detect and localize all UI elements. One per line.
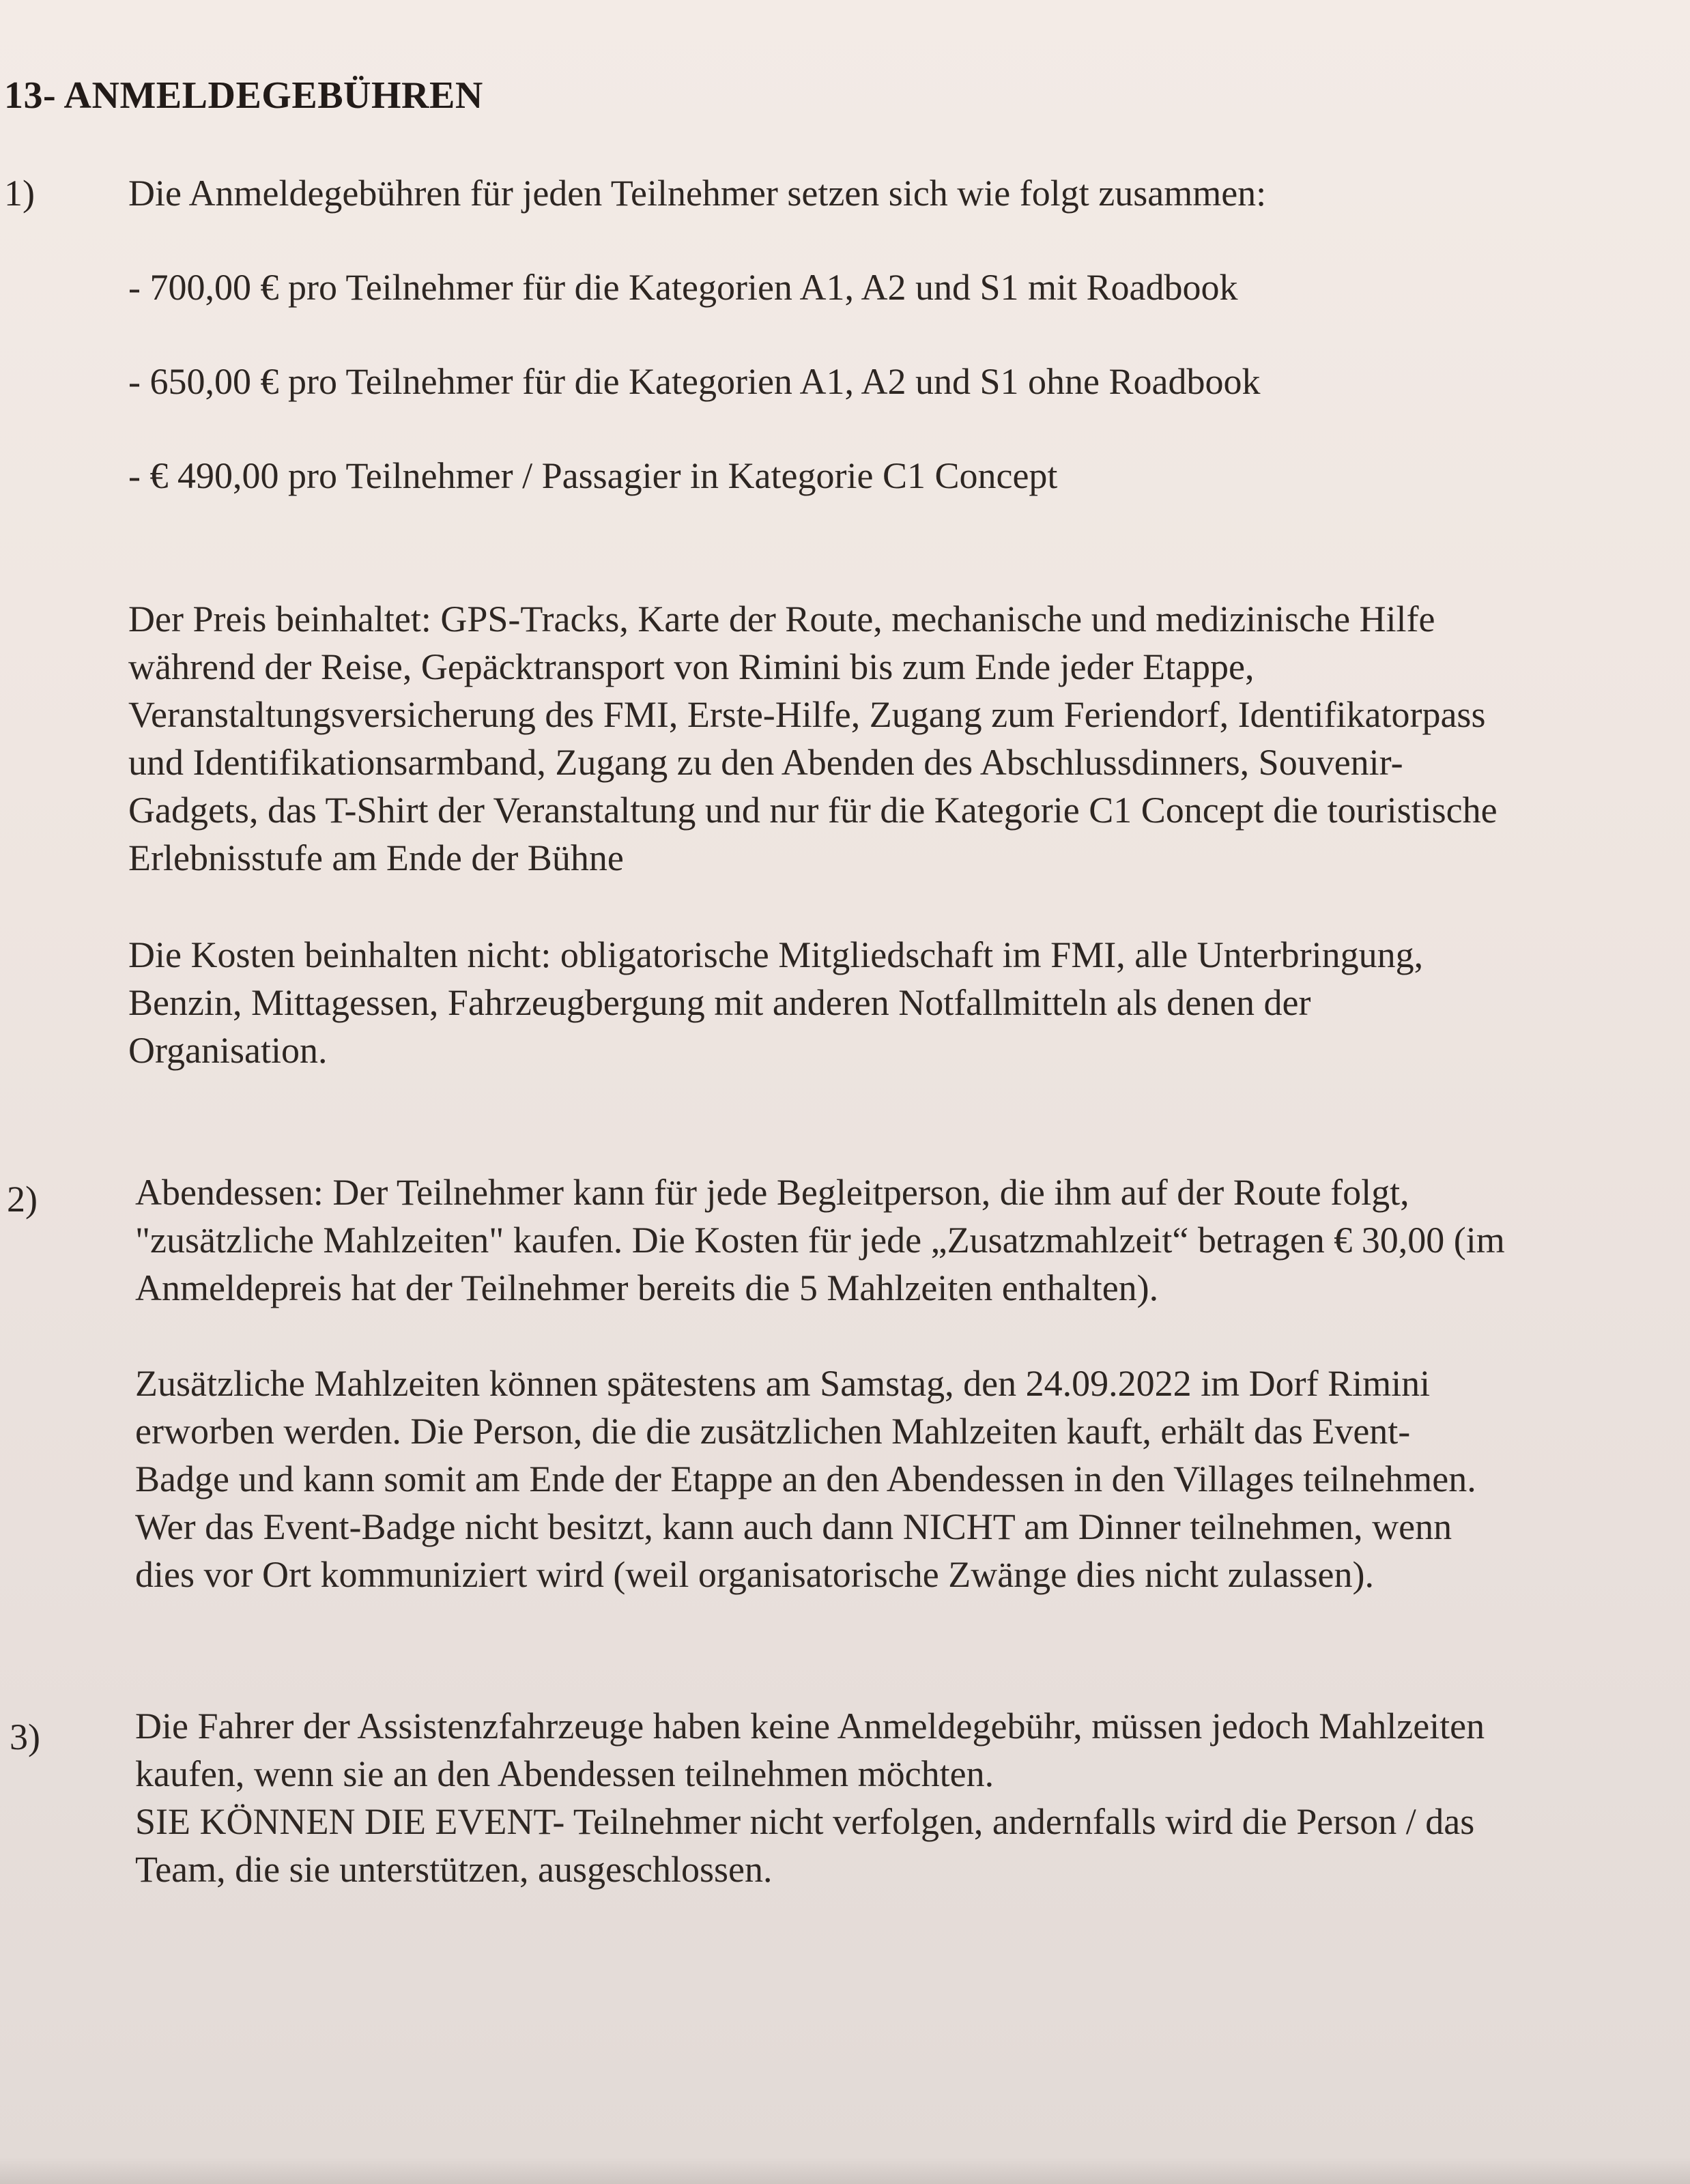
paragraph-line: SIE KÖNNEN DIE EVENT- Teilnehmer nicht verfolgen, andernfalls wird die Person / das [135,1801,1475,1842]
fee-item: - 650,00 € pro Teilnehmer für die Kategorien A1, A2 und S1 ohne Roadbook [128,361,1261,402]
dinner-paragraph [135,1168,1505,1312]
paragraph-line: "zusätzliche Mahlzeiten" kaufen. Die Kosten für jede „Zusatzmahlzeit“ betragen € 30,00 (im [135,1220,1505,1261]
paragraph-line: Zusätzliche Mahlzeiten können spätestens am Samstag, den 24.09.2022 im Dorf Rimini [135,1363,1431,1404]
section-3-number: 3) [10,1716,40,1757]
paragraph-line: Abendessen: Der Teilnehmer kann für jede Begleitperson, die ihm auf der Route folgt, [135,1172,1409,1213]
fee-item: - € 490,00 pro Teilnehmer / Passagier in Kategorie C1 Concept [128,455,1058,496]
paragraph-line: Wer das Event-Badge nicht besitzt, kann auch dann NICHT am Dinner teilnehmen, wenn [135,1506,1452,1547]
paragraph-line: erworben werden. Die Person, die die zusätzlichen Mahlzeiten kauft, erhält das Event- [135,1411,1411,1452]
price-excludes-paragraph [128,931,1423,1074]
paragraph-line: Team, die sie unterstützen, ausgeschlossen. [135,1849,773,1890]
paragraph-line: Organisation. [128,1030,328,1071]
paragraph-line: Gadgets, das T-Shirt der Veranstaltung und nur für die Kategorie C1 Concept die touristische [128,790,1498,831]
paragraph-line: während der Reise, Gepäcktransport von Rimini bis zum Ende jeder Etappe, [128,646,1255,687]
section-1-intro: Die Anmeldegebühren für jeden Teilnehmer setzen sich wie folgt zusammen: [128,173,1267,214]
paragraph-line: Die Kosten beinhalten nicht: obligatorische Mitgliedschaft im FMI, alle Unterbringung, [128,934,1424,975]
paragraph-line: dies vor Ort kommuniziert wird (weil organisatorische Zwänge dies nicht zulassen). [135,1554,1375,1595]
price-includes-paragraph [128,595,1498,882]
assistance-drivers-paragraph [135,1702,1485,1893]
paragraph-line: Badge und kann somit am Ende der Etappe an den Abendessen in den Villages teilnehmen. [135,1459,1476,1499]
paragraph-line: und Identifikationsarmband, Zugang zu den Abenden des Abschlussdinners, Souvenir- [128,742,1403,783]
section-1-number: 1) [4,173,35,214]
paragraph-line: Anmeldepreis hat der Teilnehmer bereits die 5 Mahlzeiten enthalten). [135,1267,1159,1308]
section-2-number: 2) [7,1179,38,1220]
fee-item: - 700,00 € pro Teilnehmer für die Kategorien A1, A2 und S1 mit Roadbook [128,267,1238,308]
paragraph-line: Der Preis beinhaltet: GPS-Tracks, Karte der Route, mechanische und medizinische Hilfe [128,599,1435,640]
paragraph-line: Veranstaltungsversicherung des FMI, Erste-Hilfe, Zugang zum Feriendorf, Identifikatorpass [128,694,1486,735]
paragraph-line: Die Fahrer der Assistenzfahrzeuge haben keine Anmeldegebühr, müssen jedoch Mahlzeiten [135,1706,1485,1747]
page-bottom-shadow [0,2157,1690,2184]
paragraph-line: kaufen, wenn sie an den Abendessen teilnehmen möchten. [135,1753,994,1794]
paragraph-line: Erlebnisstufe am Ende der Bühne [128,837,624,878]
extra-meals-paragraph [135,1360,1476,1598]
paragraph-line: Benzin, Mittagessen, Fahrzeugbergung mit anderen Notfallmitteln als denen der [128,982,1311,1023]
section-heading: 13- ANMELDEGEBÜHREN [4,74,483,117]
